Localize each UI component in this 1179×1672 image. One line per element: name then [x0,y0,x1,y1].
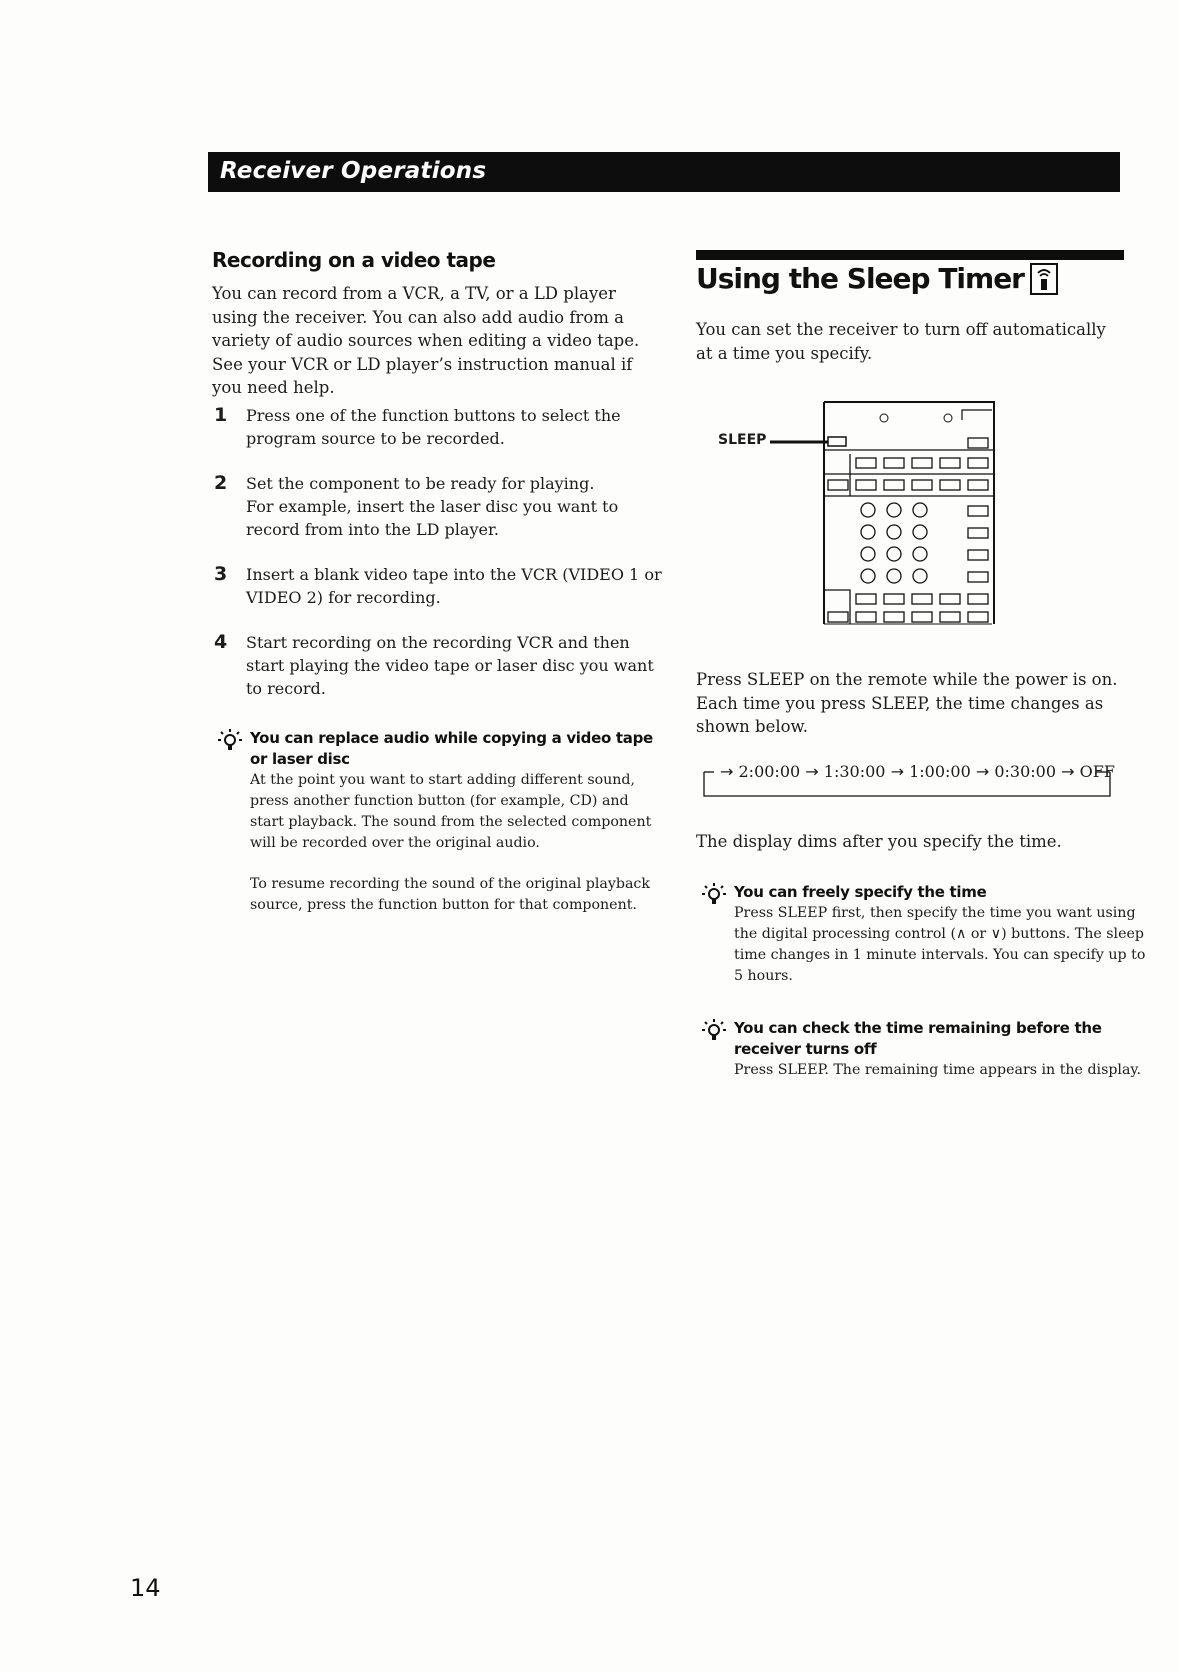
remote-icon [1030,263,1058,295]
sequence-step: OFF [1079,762,1115,781]
step-item [212,631,662,700]
tip-text: Press SLEEP first, then specify the time you want using the digital processing control (∧ or ∨) buttons. The sleep time changes in 1 minute intervals. You can specify up to 5 hours. [734,905,1146,984]
sequence-step: 0:30:00 [994,762,1057,781]
step-text: Insert a blank video tape into the VCR (VIDEO 1 or VIDEO 2) for recording. [246,565,662,607]
tip-heading: You can freely specify the time [734,883,987,901]
lightbulb-tip-icon [700,1018,728,1046]
lightbulb-tip-icon [700,882,728,910]
sequence-step: 2:00:00 [738,762,801,781]
tip-text: At the point you want to start adding different sound, press another function button (for example, CD) and start playback. The sound from the selected component will be recorded over the original audio. [250,772,652,851]
sleep-sequence: → 2:00:00 → 1:30:00 → 1:00:00 → 0:30:00 → OFF [720,762,1115,781]
sleep-after: The display dims after you specify the time. [696,832,1062,851]
tip-replace-audio [212,728,662,916]
step-number: 3 [214,563,228,585]
sleep-intro-block [696,318,1116,365]
recording-section [212,248,652,400]
sleep-timer-title [696,262,1058,295]
step-item [212,472,662,541]
tip-text: To resume recording the sound of the original playback source, press the function button for that component. [250,876,650,913]
tip-heading: You can replace audio while copying a video tape or laser disc [250,729,653,768]
section-banner [208,152,1120,192]
step-number: 2 [214,472,228,494]
sleep-timer-title-text: Using the Sleep Timer [696,262,1024,295]
remote-control-illustration [770,400,1006,628]
section-rule [696,250,1124,260]
sequence-step: 1:00:00 [909,762,971,781]
sleep-button [828,437,846,446]
sleep-after-block [696,830,1126,854]
sleep-instruction-block [696,668,1126,739]
tip-freely-specify [696,882,1154,987]
step-number: 4 [214,631,228,653]
tip-text: Press SLEEP. The remaining time appears in the display. [734,1062,1142,1078]
step-subtext: For example, insert the laser disc you want to record from into the LD player. [246,497,619,539]
sleep-intro: You can set the receiver to turn off automatically at a time you specify. [696,320,1106,363]
sequence-step: 1:30:00 [823,762,886,781]
step-text: Start recording on the recording VCR and then start playing the video tape or laser disc you want to record. [246,633,654,698]
page-number: 14 [130,1574,161,1602]
recording-intro: You can record from a VCR, a TV, or a LD player using the receiver. You can also add audio from a variety of audio sources when editing a video tape. See your VCR or LD player’s instruction manual if you need help. [212,284,640,397]
lightbulb-tip-icon [216,728,244,756]
step-number: 1 [214,404,228,426]
step-text: Press one of the function buttons to select the program source to be recorded. [246,406,621,448]
recording-steps [212,404,662,916]
sleep-label: SLEEP [718,432,767,448]
step-item [212,563,662,609]
tip-check-remaining [696,1018,1154,1081]
recording-heading: Recording on a video tape [212,248,496,272]
section-title: Receiver Operations [220,158,487,184]
tip-heading: You can check the time remaining before the receiver turns off [734,1019,1102,1058]
step-item [212,404,662,450]
sleep-instruction: Press SLEEP on the remote while the power is on. Each time you press SLEEP, the time changes as shown below. [696,670,1118,736]
step-text: Set the component to be ready for playing. [246,474,595,493]
